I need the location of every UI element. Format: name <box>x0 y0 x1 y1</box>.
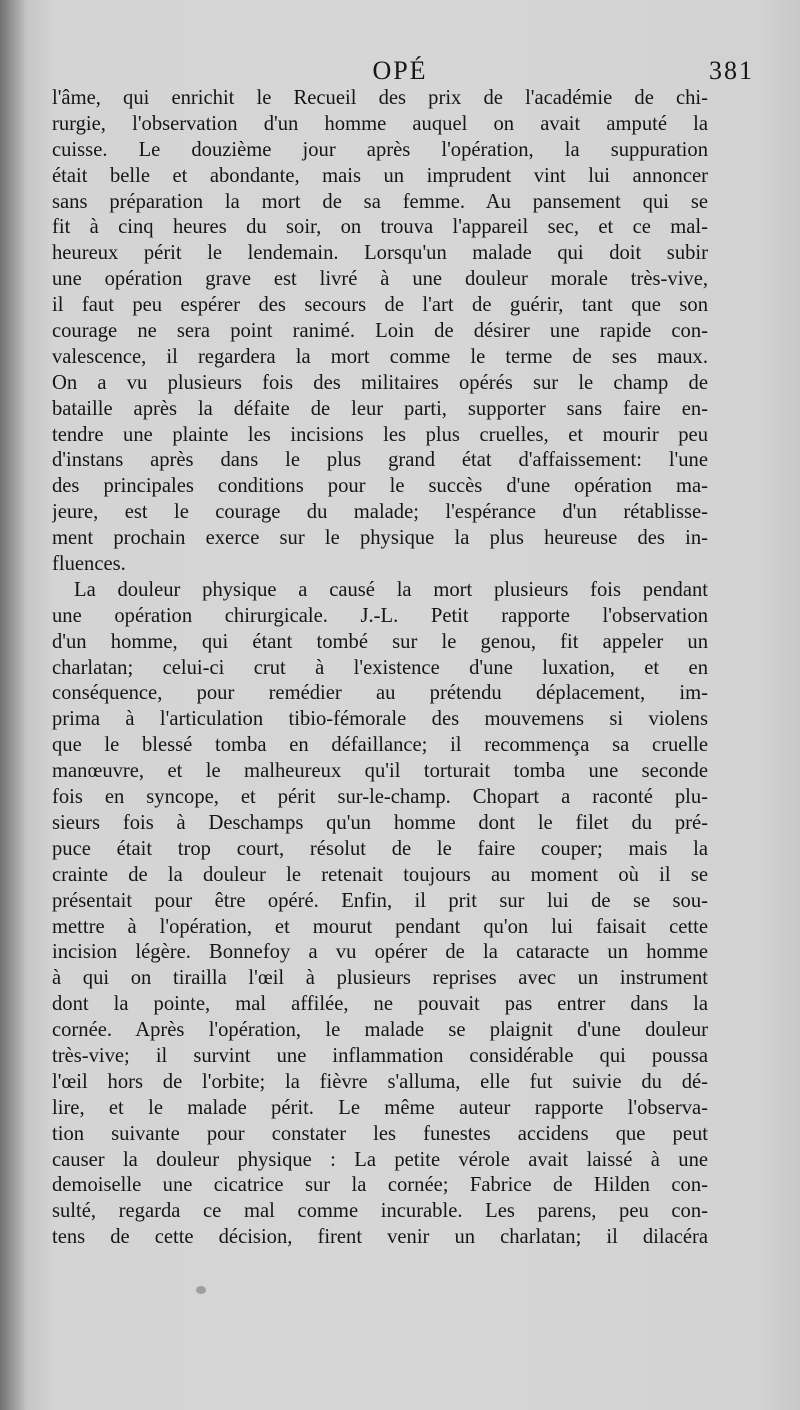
text-line: cuisse. Le douzième jour après l'opération, la suppuration <box>52 138 708 161</box>
text-line: très-vive; il survint une inflammation considérable qui poussa <box>52 1044 708 1067</box>
text-line: courage ne sera point ranimé. Loin de désirer une rapide con- <box>52 320 708 343</box>
text-line: mettre à l'opération, et mourut pendant qu'on lui faisait cette <box>52 915 708 938</box>
text-line: manœuvre, et le malheureux qu'il torturait tomba une seconde <box>52 760 708 783</box>
text-line: prima à l'articulation tibio-fémorale des mouvemens si violens <box>52 708 708 731</box>
page-number: 381 <box>709 56 754 85</box>
text-line: charlatan; celui-ci crut à l'existence d'une luxation, et en <box>52 656 708 679</box>
text-line: sans préparation la mort de sa femme. Au pansement qui se <box>52 190 708 213</box>
text-line: une opération chirurgicale. J.-L. Petit rapporte l'observation <box>52 604 708 627</box>
text-line: l'œil hors de l'orbite; la fièvre s'alluma, elle fut suivie du dé- <box>52 1070 708 1093</box>
text-line: sieurs fois à Deschamps qu'un homme dont le filet du pré- <box>52 811 708 834</box>
text-line: tendre une plainte les incisions les plus cruelles, et mourir peu <box>52 423 708 446</box>
text-line: bataille après la défaite de leur parti, supporter sans faire en- <box>52 397 708 420</box>
body-text <box>52 86 708 1251</box>
text-line: jeure, est le courage du malade; l'espérance d'un rétablisse- <box>52 501 708 524</box>
text-line: puce était trop court, résolut de le faire couper; mais la <box>52 837 708 860</box>
text-line: fit à cinq heures du soir, on trouva l'appareil sec, et ce mal- <box>52 216 708 239</box>
text-line: tion suivante pour constater les funestes accidens que peut <box>52 1122 708 1145</box>
text-line: dont la pointe, mal affilée, ne pouvait pas entrer dans la <box>52 993 708 1016</box>
text-line: crainte de la douleur le retenait toujours au moment où il se <box>52 863 708 886</box>
text-line: lire, et le malade périt. Le même auteur rapporte l'observa- <box>52 1096 708 1119</box>
text-line: était belle et abondante, mais un imprudent vint lui annoncer <box>52 164 708 187</box>
spine-shadow <box>0 0 26 1410</box>
text-line: fluences. <box>52 553 126 576</box>
text-line: sulté, regarda ce mal comme incurable. Les parens, peu con- <box>52 1200 708 1223</box>
text-line: ment prochain exerce sur le physique la plus heureuse des in- <box>52 527 708 550</box>
paper-speck <box>196 1286 206 1294</box>
text-line: d'instans après dans le plus grand état d'affaissement: l'une <box>52 449 708 472</box>
text-line: heureux périt le lendemain. Lorsqu'un malade qui doit subir <box>52 242 708 265</box>
text-line: tens de cette décision, firent venir un charlatan; il dilacéra <box>52 1226 708 1249</box>
text-line: des principales conditions pour le succès d'une opération ma- <box>52 475 708 498</box>
paragraph-douleur-physique <box>52 578 708 1251</box>
paragraph-continued <box>52 86 708 578</box>
text-line: La douleur physique a causé la mort plusieurs fois pendant <box>74 578 708 601</box>
text-line: à qui on tirailla l'œil à plusieurs reprises avec un instrument <box>52 967 708 990</box>
running-head <box>50 56 754 88</box>
text-line: cornée. Après l'opération, le malade se plaignit d'une douleur <box>52 1019 708 1042</box>
text-line: incision légère. Bonnefoy a vu opérer de la cataracte un homme <box>52 941 708 964</box>
text-line: une opération grave est livré à une douleur morale très-vive, <box>52 268 708 291</box>
text-line: que le blessé tomba en défaillance; il recommença sa cruelle <box>52 734 708 757</box>
running-title: OPÉ <box>372 56 428 85</box>
text-line: présentait pour être opéré. Enfin, il prit sur lui de se sou- <box>52 889 708 912</box>
text-line: fois en syncope, et périt sur-le-champ. Chopart a raconté plu- <box>52 786 708 809</box>
text-line: il faut peu espérer des secours de l'art de guérir, tant que son <box>52 294 708 317</box>
text-line: d'un homme, qui étant tombé sur le genou, fit appeler un <box>52 630 708 653</box>
text-line: l'âme, qui enrichit le Recueil des prix de l'académie de chi- <box>52 87 708 109</box>
text-line: valescence, il regardera la mort comme le terme de ses maux. <box>52 345 708 368</box>
text-line: conséquence, pour remédier au prétendu déplacement, im- <box>52 682 708 705</box>
text-line: rurgie, l'observation d'un homme auquel on avait amputé la <box>52 112 708 135</box>
text-line: On a vu plusieurs fois des militaires opérés sur le champ de <box>52 371 708 394</box>
text-line: demoiselle une cicatrice sur la cornée; Fabrice de Hilden con- <box>52 1174 708 1197</box>
text-line: causer la douleur physique : La petite vérole avait laissé à une <box>52 1148 708 1171</box>
